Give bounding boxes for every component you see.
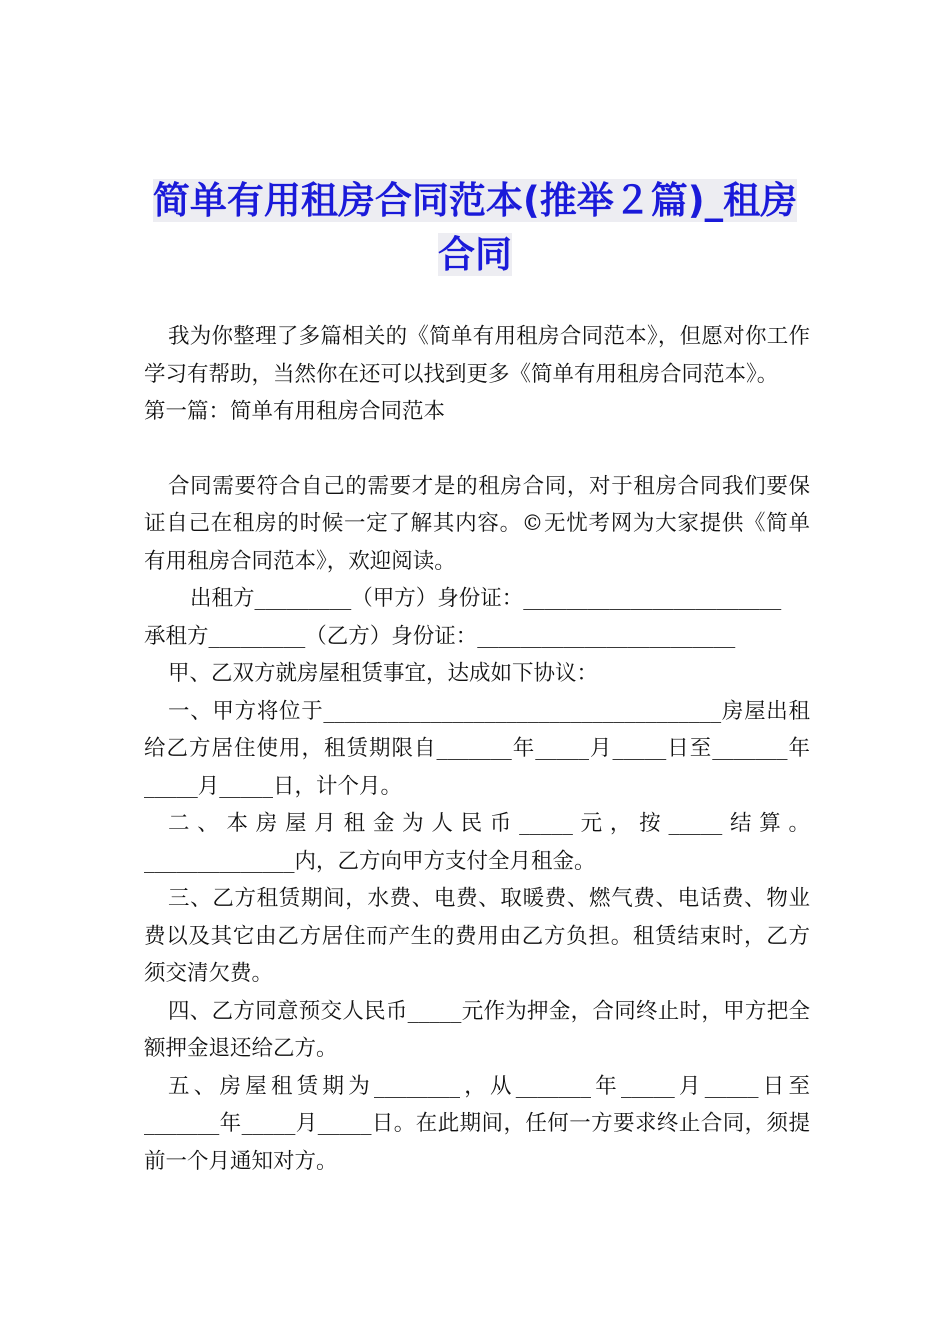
clause-1: 一、甲方将位于_____________________________________房屋出租给乙方居住使用，租赁期限自_______年_____月_____日至_______年_____月_____日，计个月。 bbox=[144, 698, 810, 799]
agreement-intro: 甲、乙双方就房屋租赁事宜，达成如下协议： bbox=[168, 661, 599, 686]
document-title: 简单有用租房合同范本(推举２篇)_租房合同 bbox=[152, 179, 798, 276]
clause-4: 四、乙方同意预交人民币_____元作为押金，合同终止时，甲方把全额押金退还给乙方。 bbox=[144, 998, 810, 1061]
blank-line bbox=[144, 431, 810, 468]
section-heading: 第一篇：简单有用租房合同范本 bbox=[144, 399, 446, 424]
preface-paragraph: 合同需要符合自己的需要才是的租房合同，对于租房合同我们要保证自己在租房的时候一定了解其内容。©无忧考网为大家提供《简单有用租房合同范本》，欢迎阅读。 bbox=[144, 473, 810, 574]
lessee-line: 承租方_________（乙方）身份证：________________________ bbox=[144, 623, 736, 649]
clause-3: 三、乙方租赁期间，水费、电费、取暖费、燃气费、电话费、物业费以及其它由乙方居住而产生的费用由乙方负担。租赁结束时，乙方须交清欠费。 bbox=[144, 886, 810, 986]
clause-5: 五、房屋租赁期为________，从_______年_____月_____日至_______年_____月_____日。在此期间，任何一方要求终止合同，须提前一个月通知对方。 bbox=[144, 1073, 810, 1174]
clause-2: 二、本房屋月租金为人民币_____元，按_____结算。______________内，乙方向甲方支付全月租金。 bbox=[144, 811, 810, 874]
intro-paragraph: 我为你整理了多篇相关的《简单有用租房合同范本》，但愿对你工作学习有帮助，当然你在还可以找到更多《简单有用租房合同范本》。 bbox=[144, 324, 810, 387]
document-body bbox=[144, 318, 810, 1180]
lessor-line: 出租方_________（甲方）身份证：________________________ bbox=[190, 586, 782, 611]
